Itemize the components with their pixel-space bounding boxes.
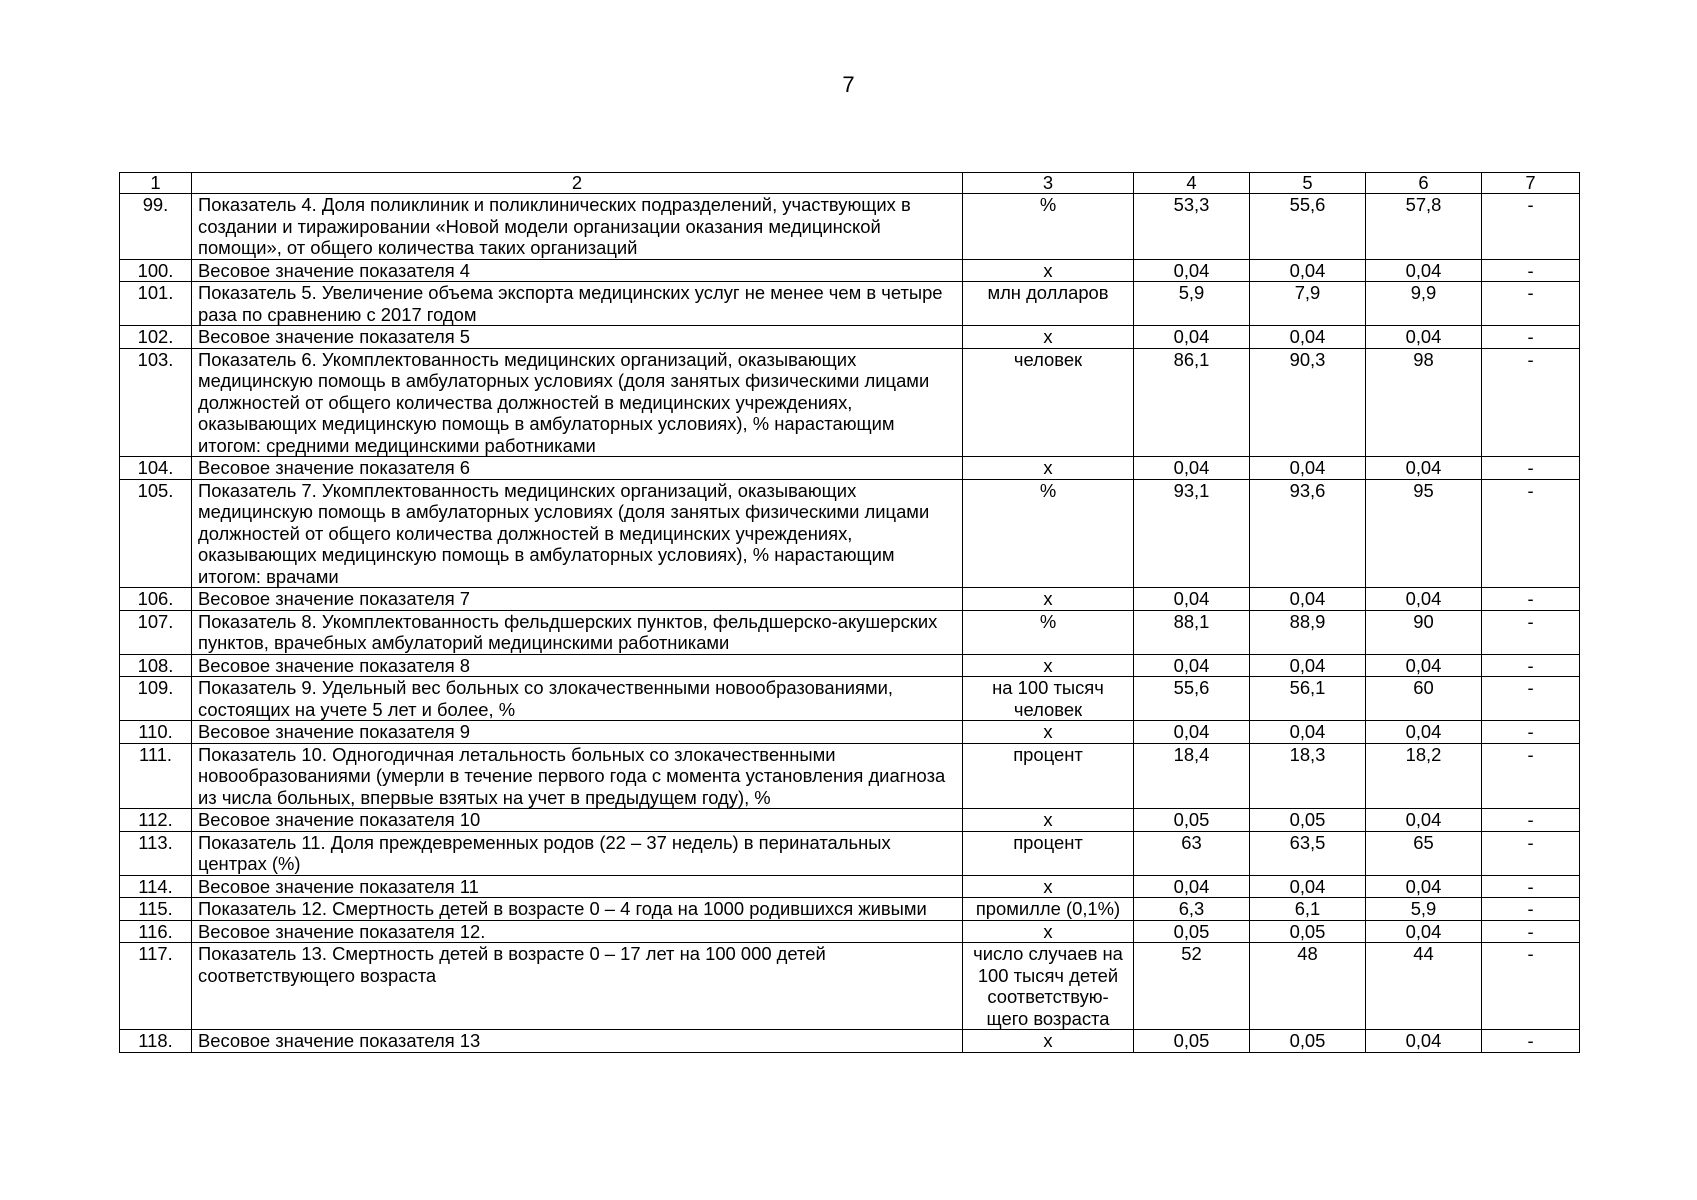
value-col-4-cell: 18,4 bbox=[1134, 743, 1250, 809]
value-col-6-cell: 95 bbox=[1366, 479, 1482, 588]
value-col-5-cell: 0,04 bbox=[1250, 875, 1366, 898]
row-number-cell: 104. bbox=[120, 457, 192, 480]
indicator-name-cell: Весовое значение показателя 9 bbox=[192, 721, 963, 744]
unit-cell: x bbox=[963, 457, 1134, 480]
table-row bbox=[120, 743, 1580, 809]
row-number-cell: 100. bbox=[120, 259, 192, 282]
value-col-4-cell: 63 bbox=[1134, 831, 1250, 875]
value-col-4-cell: 0,04 bbox=[1134, 457, 1250, 480]
value-col-4-cell: 0,05 bbox=[1134, 809, 1250, 832]
value-col-7-cell: - bbox=[1482, 743, 1580, 809]
value-col-7-cell: - bbox=[1482, 721, 1580, 744]
value-col-6-cell: 98 bbox=[1366, 348, 1482, 457]
table-row bbox=[120, 809, 1580, 832]
value-col-7-cell: - bbox=[1482, 282, 1580, 326]
value-col-7-cell: - bbox=[1482, 898, 1580, 921]
header-col-1: 1 bbox=[120, 173, 192, 194]
header-col-7: 7 bbox=[1482, 173, 1580, 194]
value-col-6-cell: 0,04 bbox=[1366, 809, 1482, 832]
table-row bbox=[120, 943, 1580, 1030]
value-col-7-cell: - bbox=[1482, 259, 1580, 282]
value-col-6-cell: 0,04 bbox=[1366, 326, 1482, 349]
indicator-name-cell: Показатель 10. Одногодичная летальность больных со злокачественными новообразованиями (умерли в течение первого года с момента установления диагноза из числа больных, впервые взятых на учет в предыдущем году), % bbox=[192, 743, 963, 809]
value-col-4-cell: 0,04 bbox=[1134, 326, 1250, 349]
value-col-4-cell: 0,05 bbox=[1134, 1030, 1250, 1053]
header-col-4: 4 bbox=[1134, 173, 1250, 194]
unit-cell: x bbox=[963, 588, 1134, 611]
row-number-cell: 108. bbox=[120, 654, 192, 677]
value-col-7-cell: - bbox=[1482, 457, 1580, 480]
unit-cell: x bbox=[963, 809, 1134, 832]
row-number-cell: 112. bbox=[120, 809, 192, 832]
value-col-5-cell: 0,05 bbox=[1250, 920, 1366, 943]
table-row bbox=[120, 479, 1580, 588]
value-col-4-cell: 0,04 bbox=[1134, 259, 1250, 282]
row-number-cell: 117. bbox=[120, 943, 192, 1030]
value-col-5-cell: 18,3 bbox=[1250, 743, 1366, 809]
unit-cell: x bbox=[963, 259, 1134, 282]
indicator-name-cell: Весовое значение показателя 12. bbox=[192, 920, 963, 943]
value-col-7-cell: - bbox=[1482, 677, 1580, 721]
value-col-5-cell: 56,1 bbox=[1250, 677, 1366, 721]
value-col-7-cell: - bbox=[1482, 943, 1580, 1030]
value-col-7-cell: - bbox=[1482, 920, 1580, 943]
row-number-cell: 116. bbox=[120, 920, 192, 943]
value-col-4-cell: 93,1 bbox=[1134, 479, 1250, 588]
row-number-cell: 113. bbox=[120, 831, 192, 875]
value-col-4-cell: 6,3 bbox=[1134, 898, 1250, 921]
value-col-4-cell: 5,9 bbox=[1134, 282, 1250, 326]
value-col-6-cell: 0,04 bbox=[1366, 259, 1482, 282]
table-body bbox=[120, 173, 1580, 1053]
value-col-4-cell: 0,04 bbox=[1134, 721, 1250, 744]
indicator-name-cell: Показатель 12. Смертность детей в возрасте 0 – 4 года на 1000 родившихся живыми bbox=[192, 898, 963, 921]
value-col-5-cell: 0,05 bbox=[1250, 1030, 1366, 1053]
table-row bbox=[120, 194, 1580, 260]
indicator-name-cell: Весовое значение показателя 6 bbox=[192, 457, 963, 480]
row-number-cell: 103. bbox=[120, 348, 192, 457]
indicator-name-cell: Весовое значение показателя 13 bbox=[192, 1030, 963, 1053]
row-number-cell: 101. bbox=[120, 282, 192, 326]
value-col-5-cell: 0,04 bbox=[1250, 259, 1366, 282]
table-row bbox=[120, 875, 1580, 898]
value-col-6-cell: 57,8 bbox=[1366, 194, 1482, 260]
unit-cell: млн долларов bbox=[963, 282, 1134, 326]
row-number-cell: 99. bbox=[120, 194, 192, 260]
table-row bbox=[120, 898, 1580, 921]
value-col-5-cell: 7,9 bbox=[1250, 282, 1366, 326]
value-col-7-cell: - bbox=[1482, 654, 1580, 677]
unit-cell: x bbox=[963, 326, 1134, 349]
value-col-5-cell: 88,9 bbox=[1250, 610, 1366, 654]
value-col-6-cell: 44 bbox=[1366, 943, 1482, 1030]
unit-cell: x bbox=[963, 920, 1134, 943]
row-number-cell: 111. bbox=[120, 743, 192, 809]
value-col-5-cell: 0,04 bbox=[1250, 326, 1366, 349]
row-number-cell: 110. bbox=[120, 721, 192, 744]
row-number-cell: 115. bbox=[120, 898, 192, 921]
unit-cell: % bbox=[963, 610, 1134, 654]
unit-cell: процент bbox=[963, 831, 1134, 875]
value-col-6-cell: 0,04 bbox=[1366, 588, 1482, 611]
table-row bbox=[120, 721, 1580, 744]
indicator-name-cell: Весовое значение показателя 4 bbox=[192, 259, 963, 282]
value-col-4-cell: 88,1 bbox=[1134, 610, 1250, 654]
value-col-6-cell: 0,04 bbox=[1366, 1030, 1482, 1053]
indicator-name-cell: Показатель 9. Удельный вес больных со злокачественными новообразованиями, состоящих на учете 5 лет и более, % bbox=[192, 677, 963, 721]
header-col-6: 6 bbox=[1366, 173, 1482, 194]
value-col-6-cell: 0,04 bbox=[1366, 721, 1482, 744]
value-col-4-cell: 52 bbox=[1134, 943, 1250, 1030]
value-col-5-cell: 55,6 bbox=[1250, 194, 1366, 260]
value-col-7-cell: - bbox=[1482, 348, 1580, 457]
indicator-name-cell: Показатель 11. Доля преждевременных родов (22 – 37 недель) в перинатальных центрах (%) bbox=[192, 831, 963, 875]
value-col-6-cell: 65 bbox=[1366, 831, 1482, 875]
value-col-7-cell: - bbox=[1482, 809, 1580, 832]
table-row bbox=[120, 457, 1580, 480]
table-row bbox=[120, 920, 1580, 943]
value-col-5-cell: 48 bbox=[1250, 943, 1366, 1030]
value-col-5-cell: 6,1 bbox=[1250, 898, 1366, 921]
row-number-cell: 118. bbox=[120, 1030, 192, 1053]
value-col-7-cell: - bbox=[1482, 326, 1580, 349]
unit-cell: x bbox=[963, 721, 1134, 744]
unit-cell: x bbox=[963, 654, 1134, 677]
value-col-5-cell: 0,04 bbox=[1250, 721, 1366, 744]
indicator-name-cell: Весовое значение показателя 11 bbox=[192, 875, 963, 898]
value-col-7-cell: - bbox=[1482, 479, 1580, 588]
value-col-5-cell: 90,3 bbox=[1250, 348, 1366, 457]
value-col-4-cell: 0,04 bbox=[1134, 875, 1250, 898]
value-col-5-cell: 0,04 bbox=[1250, 654, 1366, 677]
value-col-7-cell: - bbox=[1482, 194, 1580, 260]
unit-cell: x bbox=[963, 875, 1134, 898]
value-col-6-cell: 0,04 bbox=[1366, 920, 1482, 943]
row-number-cell: 109. bbox=[120, 677, 192, 721]
value-col-4-cell: 0,04 bbox=[1134, 654, 1250, 677]
value-col-7-cell: - bbox=[1482, 831, 1580, 875]
value-col-7-cell: - bbox=[1482, 875, 1580, 898]
indicator-name-cell: Показатель 6. Укомплектованность медицинских организаций, оказывающих медицинскую помощь в амбулаторных условиях (доля занятых физическими лицами должностей от общего количества должностей в медицинских учреждениях, оказывающих медицинскую помощь в амбулаторных условиях), % нарастающим итогом: средними медицинскими работниками bbox=[192, 348, 963, 457]
value-col-4-cell: 0,05 bbox=[1134, 920, 1250, 943]
row-number-cell: 106. bbox=[120, 588, 192, 611]
value-col-5-cell: 93,6 bbox=[1250, 479, 1366, 588]
value-col-5-cell: 63,5 bbox=[1250, 831, 1366, 875]
value-col-7-cell: - bbox=[1482, 610, 1580, 654]
indicator-name-cell: Показатель 13. Смертность детей в возрасте 0 – 17 лет на 100 000 детей соответствующего возраста bbox=[192, 943, 963, 1030]
indicator-name-cell: Показатель 5. Увеличение объема экспорта медицинских услуг не менее чем в четыре раза по сравнению с 2017 годом bbox=[192, 282, 963, 326]
value-col-6-cell: 0,04 bbox=[1366, 875, 1482, 898]
row-number-cell: 105. bbox=[120, 479, 192, 588]
row-number-cell: 114. bbox=[120, 875, 192, 898]
row-number-cell: 107. bbox=[120, 610, 192, 654]
table-row bbox=[120, 348, 1580, 457]
table-row bbox=[120, 259, 1580, 282]
table-row bbox=[120, 610, 1580, 654]
value-col-6-cell: 60 bbox=[1366, 677, 1482, 721]
indicator-name-cell: Весовое значение показателя 10 bbox=[192, 809, 963, 832]
unit-cell: на 100 тысяч человек bbox=[963, 677, 1134, 721]
value-col-5-cell: 0,05 bbox=[1250, 809, 1366, 832]
value-col-6-cell: 5,9 bbox=[1366, 898, 1482, 921]
indicator-name-cell: Показатель 7. Укомплектованность медицинских организаций, оказывающих медицинскую помощь в амбулаторных условиях (доля занятых физическими лицами должностей от общего количества должностей в медицинских учреждениях, оказывающих медицинскую помощь в амбулаторных условиях), % нарастающим итогом: врачами bbox=[192, 479, 963, 588]
value-col-4-cell: 0,04 bbox=[1134, 588, 1250, 611]
value-col-6-cell: 0,04 bbox=[1366, 457, 1482, 480]
unit-cell: промилле (0,1%) bbox=[963, 898, 1134, 921]
table-row bbox=[120, 677, 1580, 721]
unit-cell: человек bbox=[963, 348, 1134, 457]
unit-cell: число случаев на 100 тысяч детей соответствую-щего возраста bbox=[963, 943, 1134, 1030]
header-col-2: 2 bbox=[192, 173, 963, 194]
table-row bbox=[120, 326, 1580, 349]
value-col-7-cell: - bbox=[1482, 588, 1580, 611]
indicator-name-cell: Показатель 4. Доля поликлиник и поликлинических подразделений, участвующих в создании и тиражировании «Новой модели организации оказания медицинской помощи», от общего количества таких организаций bbox=[192, 194, 963, 260]
value-col-6-cell: 9,9 bbox=[1366, 282, 1482, 326]
table-header-row bbox=[120, 173, 1580, 194]
unit-cell: % bbox=[963, 479, 1134, 588]
table-row bbox=[120, 1030, 1580, 1053]
value-col-4-cell: 55,6 bbox=[1134, 677, 1250, 721]
value-col-7-cell: - bbox=[1482, 1030, 1580, 1053]
table-row bbox=[120, 654, 1580, 677]
value-col-6-cell: 0,04 bbox=[1366, 654, 1482, 677]
header-col-3: 3 bbox=[963, 173, 1134, 194]
value-col-4-cell: 86,1 bbox=[1134, 348, 1250, 457]
unit-cell: процент bbox=[963, 743, 1134, 809]
table-row bbox=[120, 282, 1580, 326]
row-number-cell: 102. bbox=[120, 326, 192, 349]
unit-cell: % bbox=[963, 194, 1134, 260]
value-col-6-cell: 18,2 bbox=[1366, 743, 1482, 809]
value-col-5-cell: 0,04 bbox=[1250, 457, 1366, 480]
indicator-name-cell: Весовое значение показателя 8 bbox=[192, 654, 963, 677]
indicator-name-cell: Показатель 8. Укомплектованность фельдшерских пунктов, фельдшерско-акушерских пунктов, врачебных амбулаторий медицинскими работниками bbox=[192, 610, 963, 654]
indicators-table bbox=[119, 172, 1580, 1053]
table-row bbox=[120, 588, 1580, 611]
page-number: 7 bbox=[842, 72, 855, 97]
header-col-5: 5 bbox=[1250, 173, 1366, 194]
indicator-name-cell: Весовое значение показателя 7 bbox=[192, 588, 963, 611]
table-row bbox=[120, 831, 1580, 875]
value-col-4-cell: 53,3 bbox=[1134, 194, 1250, 260]
indicator-name-cell: Весовое значение показателя 5 bbox=[192, 326, 963, 349]
unit-cell: x bbox=[963, 1030, 1134, 1053]
value-col-6-cell: 90 bbox=[1366, 610, 1482, 654]
value-col-5-cell: 0,04 bbox=[1250, 588, 1366, 611]
